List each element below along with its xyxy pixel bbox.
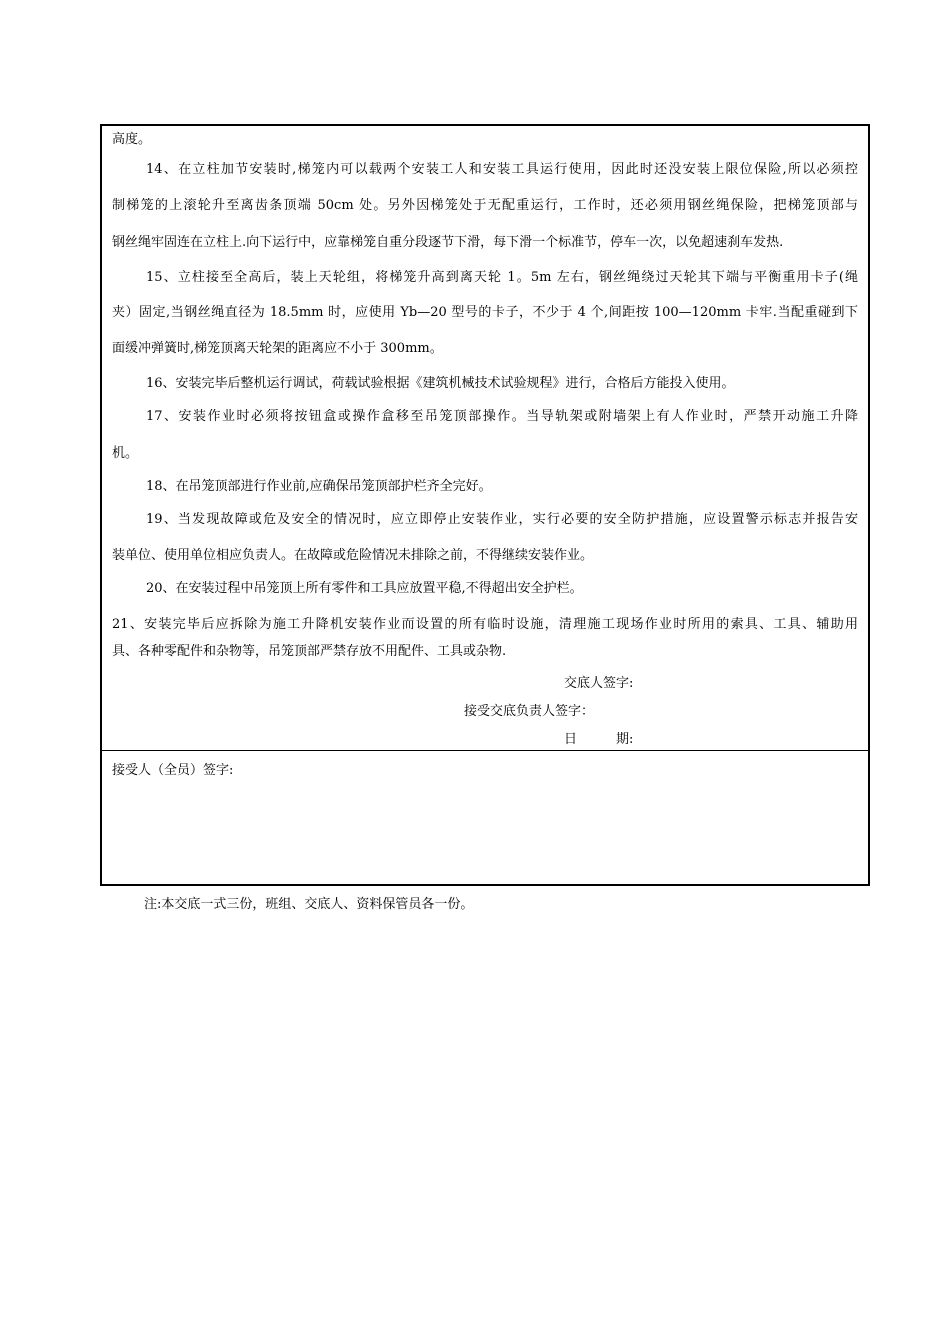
content-line: 18、在吊笼顶部进行作业前,应确保吊笼顶部护栏齐全完好。 [146,479,492,494]
disclosure-content-cell [102,126,868,751]
content-line: 机。 [112,446,139,461]
content-line: 具、各种零配件和杂物等，吊笼顶部严禁存放不用配件、工具或杂物. [112,644,507,659]
content-line: 19、当发现故障或危及安全的情况时，应立即停止安装作业，实行必要的安全防护措施，应设置警示标志并报告安 [146,512,858,527]
recipients-signature-label: 接受人（全员）签字: [112,763,234,778]
content-line: 21、安装完毕后应拆除为施工升降机安装作业而设置的所有临时设施，清理施工现场作业时所用的索具、工具、辅助用 [112,617,858,632]
presenter-signature-label: 交底人签字: [564,676,634,691]
receiver-lead-signature-label: 接受交底负责人签字： [464,704,595,719]
recipients-signature-cell [102,751,868,884]
date-label: 日 期: [564,732,634,747]
content-line: 16、安装完毕后整机运行调试，荷载试验根据《建筑机械技术试验规程》进行，合格后方能投入使用。 [146,376,735,391]
content-line: 面缓冲弹簧时,梯笼顶离天轮架的距离应不小于 300mm。 [112,341,443,356]
content-line: 17、安装作业时必须将按钮盒或操作盒移至吊笼顶部操作。当导轨架或附墙架上有人作业时，严禁开动施工升降 [146,409,858,424]
content-line: 钢丝绳牢固连在立柱上.向下运行中，应靠梯笼自重分段逐节下滑，每下滑一个标准节，停车一次，以免超速刹车发热. [112,235,784,250]
content-line: 装单位、使用单位相应负责人。在故障或危险情况未排除之前，不得继续安装作业。 [112,548,594,563]
disclosure-table [100,124,870,886]
content-line: 制梯笼的上滚轮升至离齿条顶端 50cm 处。另外因梯笼处于无配重运行，工作时，还必须用钢丝绳保险，把梯笼顶部与 [112,198,858,213]
content-line: 高度。 [112,132,152,147]
footnote: 注:本交底一式三份，班组、交底人、资料保管员各一份。 [144,897,474,912]
content-line: 20、在安装过程中吊笼顶上所有零件和工具应放置平稳,不得超出安全护栏。 [146,581,583,596]
content-line: 14、在立柱加节安装时,梯笼内可以载两个安装工人和安装工具运行使用，因此时还没安装上限位保险,所以必须控 [146,162,858,177]
content-line: 夹）固定,当钢丝绳直径为 18.5mm 时，应使用 Yb—20 型号的卡子，不少于 4 个,间距按 100—120mm 卡牢.当配重碰到下 [112,305,858,320]
content-line: 15、立柱接至全高后，装上天轮组，将梯笼升高到离天轮 1。5m 左右，钢丝绳绕过天轮其下端与平衡重用卡子(绳 [146,270,858,285]
